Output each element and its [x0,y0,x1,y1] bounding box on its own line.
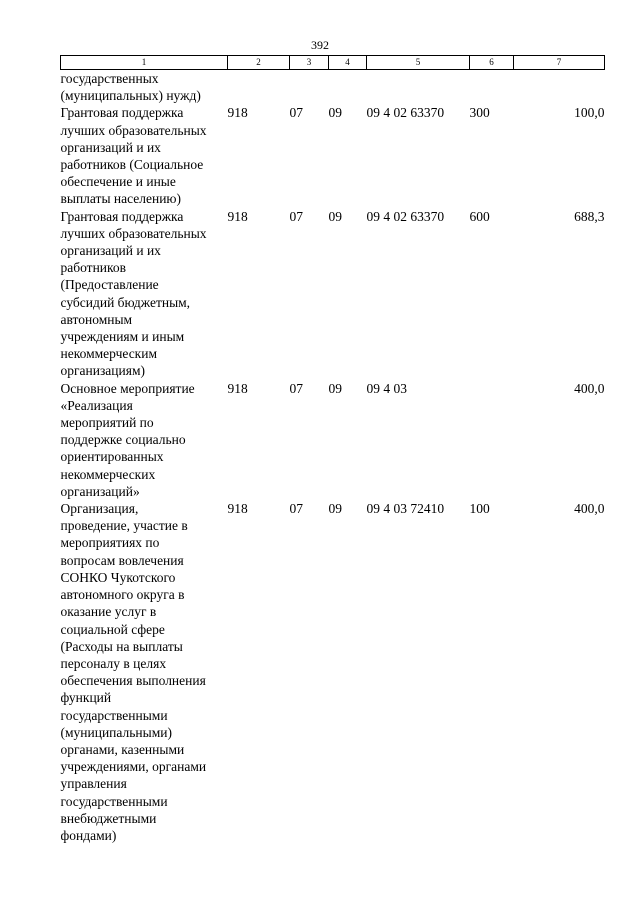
amount-cell: 400,0 [574,501,605,517]
column-header-6: 6 [470,56,514,70]
row-name-line: «Реализация [60,397,133,413]
expense-type-cell [470,70,514,105]
row-name-line: оказание услуг в [60,604,157,620]
target-article-cell [367,70,470,105]
row-name-line: автономным [60,311,133,327]
row-name-line: организаций и их [60,243,161,259]
row-name-line: автономного округа в [60,587,185,603]
row-name-cell [61,208,228,380]
expense-type-cell: 600 [469,208,490,224]
row-name-line: государственных [60,71,159,86]
row-name-line: поддержке социально [60,432,186,448]
row-name-line: функций [60,690,112,706]
row-name-cell [61,380,228,500]
row-name-line: мероприятиях по [60,535,160,551]
budget-table [60,55,605,844]
row-name-line: некоммерческих [60,466,156,482]
row-name-line: Организация, [60,501,139,517]
subsection-cell: 09 [328,105,342,121]
subsection-cell: 09 [328,380,342,396]
header-row [61,56,605,70]
section-cell: 07 [289,501,303,517]
column-header-4: 4 [329,56,367,70]
row-name-line: персоналу в целях [60,655,167,671]
column-header-3: 3 [290,56,329,70]
row-name-line: (муниципальными) [60,724,172,740]
row-name-cell [61,500,228,844]
section-cell [290,70,329,105]
table-row [61,500,605,844]
row-name-line: организаций» [60,483,140,499]
row-name-line: выплаты населению) [60,191,182,207]
row-name-line: (Расходы на выплаты [60,638,183,654]
row-name-line: лучших образовательных [60,122,207,138]
row-name-line: проведение, участие в [60,518,188,534]
expense-type-cell: 100 [469,501,490,517]
row-name-line: фондами) [60,827,117,843]
expense-type-cell [470,380,514,500]
row-name-line: СОНКО Чукотского [60,569,176,585]
section-cell: 07 [289,208,303,224]
row-name-line: мероприятий по [60,415,154,431]
expense-type-cell: 300 [469,105,490,121]
target-article-cell: 09 4 02 63370 [366,208,445,224]
row-name-line: вопросам вовлечения [60,552,184,568]
column-header-7: 7 [514,56,605,70]
row-name-line: организаций и их [60,139,161,155]
table-row [61,70,605,105]
row-name-line: (муниципальных) нужд) [60,88,201,104]
row-name-line: управления [60,776,127,792]
row-name-line: некоммерческим [60,346,158,362]
row-name-line: работников [60,260,127,276]
row-name-line: государственными [60,707,168,723]
row-name-line: организациям) [60,363,146,379]
subsection-cell: 09 [328,501,342,517]
row-name-line: Грантовая поддержка [60,208,184,224]
subsection-cell: 09 [328,208,342,224]
row-name-line: органами, казенными [60,741,185,757]
row-name-line: субсидий бюджетным, [60,294,191,310]
target-article-cell: 09 4 02 63370 [366,105,445,121]
admin-code-cell: 918 [227,501,248,517]
row-name-line: работников (Социальное [60,157,204,173]
row-name-line: социальной сфере [60,621,165,637]
table-row [61,380,605,500]
row-name-line: Основное мероприятие [60,380,195,396]
amount-cell: 688,3 [574,208,605,224]
row-name-line: ориентированных [60,449,164,465]
page-number: 392 [311,38,329,52]
row-name-line: учреждениям и иным [60,329,185,345]
section-cell: 07 [289,380,303,396]
table-row [61,208,605,380]
row-name-line: обеспечения выполнения [60,673,206,689]
subsection-cell [329,70,367,105]
amount-cell: 400,0 [574,380,605,396]
row-name-line: (Предоставление [60,277,159,293]
admin-code-cell: 918 [227,380,248,396]
admin-code-cell [228,70,290,105]
admin-code-cell: 918 [227,105,248,121]
target-article-cell: 09 4 03 [366,380,407,396]
target-article-cell: 09 4 03 72410 [366,501,445,517]
row-name-line: государственными [60,793,168,809]
row-name-line: обеспечение и иные [60,174,176,190]
amount-cell [514,70,605,105]
column-header-2: 2 [228,56,290,70]
column-header-5: 5 [367,56,470,70]
row-name-line: учреждениями, органами [60,759,207,775]
row-name-line: лучших образовательных [60,225,207,241]
row-name-cell [61,70,228,105]
column-header-1: 1 [61,56,228,70]
section-cell: 07 [289,105,303,121]
row-name-line: Грантовая поддержка [60,105,184,121]
table-row [61,104,605,207]
admin-code-cell: 918 [227,208,248,224]
row-name-line: внебюджетными [60,810,157,826]
row-name-cell [61,104,228,207]
amount-cell: 100,0 [574,105,605,121]
